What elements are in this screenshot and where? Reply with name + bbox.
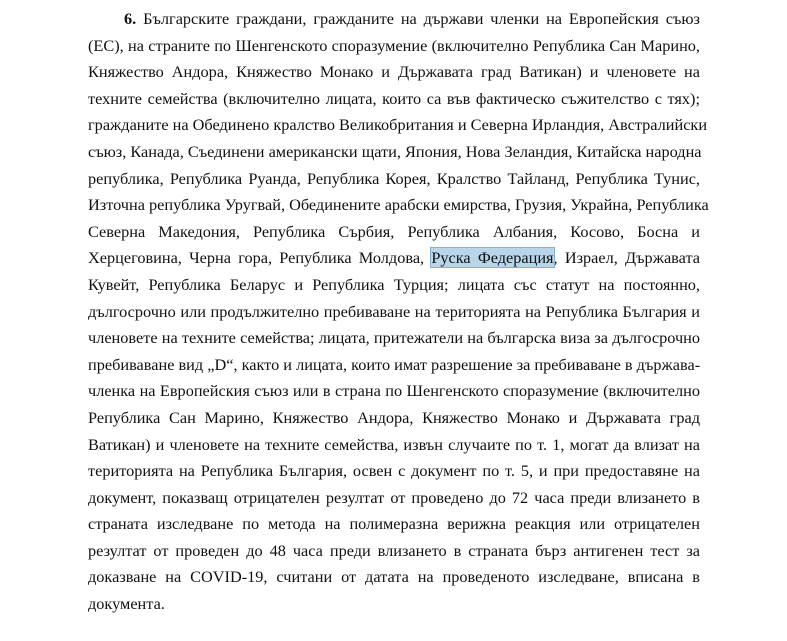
paragraph-line xyxy=(88,6,700,33)
selected-text-highlight[interactable]: Руска Федерация xyxy=(431,248,554,268)
paragraph-line: територията на Република България, освен с документ по т. 5, и при предоставяне на xyxy=(88,461,700,481)
paragraph-line: република, Република Руанда, Република Корея, Кралство Тайланд, Република Тунис, xyxy=(88,168,700,188)
line-text-after: , Израел, Държавата xyxy=(553,248,700,268)
paragraph-line: Кувейт, Република Беларус и Република Турция; лицата със статут на постоянно, xyxy=(88,274,700,294)
paragraph-line: страната изследване по метода на полимеразна верижна реакция или отрицателен xyxy=(88,514,700,534)
paragraph-line-text: Българските граждани, гражданите на държави членки на Европейския съюз xyxy=(143,9,700,28)
paragraph-line: пребиваване вид „D“, както и лицата, които имат разрешение за пребиваване в държава- xyxy=(88,354,701,374)
paragraph-line: Северна Македония, Република Сърбия, Република Албания, Косово, Босна и xyxy=(88,221,700,241)
paragraph-line xyxy=(88,245,700,272)
paragraph-line: дългосрочно или продължително пребиваване на територията на Република България и xyxy=(88,301,700,321)
paragraph-line: гражданите на Обединено кралство Великобритания и Северна Ирландия, Австралийски xyxy=(88,115,708,135)
paragraph-line: резултат от проведен до 48 часа преди влизането в страната бърз антигенен тест за xyxy=(88,540,700,560)
paragraph-line: доказване на COVID-19, считани от датата на проведеното изследване, вписана в xyxy=(88,567,700,587)
paragraph-line: Република Сан Марино, Княжество Андора, Княжество Монако и Държавата град xyxy=(88,407,700,427)
paragraph-6 xyxy=(88,6,709,618)
paragraph-line: (ЕС), на страните по Шенгенското споразумение (включително Република Сан Марино, xyxy=(88,35,700,55)
paragraph-line: документ, показващ отрицателен резултат от проведено до 72 часа преди влизането в xyxy=(88,487,700,507)
line-text-before: Херцеговина, Черна гора, Република Молдова, xyxy=(88,248,432,268)
paragraph-line: техните семейства (включително лицата, които са във фактическо съжителство с тях); xyxy=(88,88,700,108)
paragraph-line: Княжество Андора, Княжество Монако и Държавата град Ватикан) и членовете на xyxy=(88,62,700,82)
paragraph-line: членовете на техните семейства; лицата, притежатели на българска виза за дългосрочно xyxy=(88,328,700,348)
paragraph-line: съюз, Канада, Съединени американски щати, Япония, Нова Зеландия, Китайска народна xyxy=(88,141,702,161)
paragraph-line: Ватикан) и членовете на техните семейства, извън случаите по т. 1, могат да влизат на xyxy=(88,434,700,454)
paragraph-line: членка на Европейския съюз или в страна по Шенгенското споразумение (включително xyxy=(88,381,700,401)
paragraph-line: Източна република Уругвай, Обединените арабски емирства, Грузия, Украйна, Република xyxy=(88,195,709,215)
paragraph-line: документа. xyxy=(88,594,165,614)
paragraph-number: 6. xyxy=(124,9,137,28)
